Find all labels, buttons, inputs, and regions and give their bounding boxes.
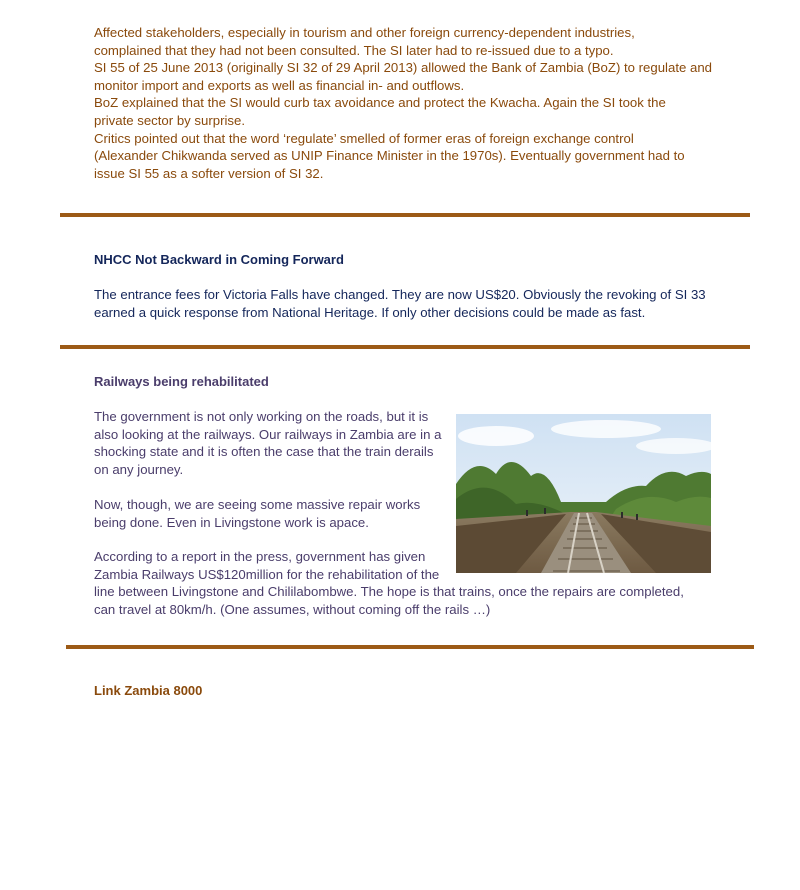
- text-line: Zambia Railways US$120million for the rehabilitation of the: [94, 566, 440, 582]
- text-line: (Alexander Chikwanda served as UNIP Finance Minister in the 1970s). Eventually government had to: [94, 148, 685, 164]
- text-line: private sector by surprise.: [94, 112, 245, 128]
- text-line: complained that they had not been consulted. The SI later had to re-issued due to a typo.: [94, 42, 614, 58]
- railway-photo-image: [456, 414, 711, 573]
- text-line: line between Livingstone and Chililabombwe. The hope is that trains, once the repairs are completed,: [94, 584, 684, 600]
- si-regulation-paragraph: [94, 24, 712, 182]
- text-line: shocking state and it is often the case that the train derails: [94, 444, 434, 460]
- nhcc-paragraph: [94, 286, 706, 321]
- railways-heading: Railways being rehabilitated: [94, 374, 269, 389]
- text-line: The entrance fees for Victoria Falls have changed. They are now US$20. Obviously the revoking of SI 33: [94, 287, 706, 302]
- nhcc-heading: NHCC Not Backward in Coming Forward: [94, 252, 344, 267]
- text-line: earned a quick response from National Heritage. If only other decisions could be made as fast.: [94, 304, 646, 320]
- text-line: Affected stakeholders, especially in tourism and other foreign currency-dependent industries,: [94, 25, 635, 40]
- text-line: also looking at the railways. Our railways in Zambia are in a: [94, 426, 442, 442]
- section-divider: [66, 645, 754, 649]
- text-line: According to a report in the press, government has given: [94, 549, 426, 564]
- text-line: Now, though, we are seeing some massive repair works: [94, 497, 421, 512]
- text-line: on any journey.: [94, 461, 184, 477]
- text-line: monitor import and exports as well as financial in- and outflows.: [94, 77, 465, 93]
- railway-photo: [456, 414, 711, 573]
- link-zambia-heading: Link Zambia 8000: [94, 683, 203, 698]
- text-line: issue SI 55 as a softer version of SI 32.: [94, 165, 324, 181]
- railways-paragraph-2: [94, 496, 420, 531]
- section-divider: [60, 213, 750, 217]
- text-line: being done. Even in Livingstone work is apace.: [94, 514, 369, 530]
- text-line: Critics pointed out that the word ‘regulate’ smelled of former eras of foreign exchange control: [94, 130, 634, 146]
- section-divider: [60, 345, 750, 349]
- text-line: BoZ explained that the SI would curb tax avoidance and protect the Kwacha. Again the SI took the: [94, 95, 666, 111]
- text-line: SI 55 of 25 June 2013 (originally SI 32 of 29 April 2013) allowed the Bank of Zambia (BoZ) to regulate and: [94, 60, 712, 76]
- text-line: The government is not only working on the roads, but it is: [94, 409, 429, 424]
- railways-paragraph-1: [94, 408, 441, 478]
- text-line: can travel at 80km/h. (One assumes, without coming off the rails …): [94, 601, 491, 617]
